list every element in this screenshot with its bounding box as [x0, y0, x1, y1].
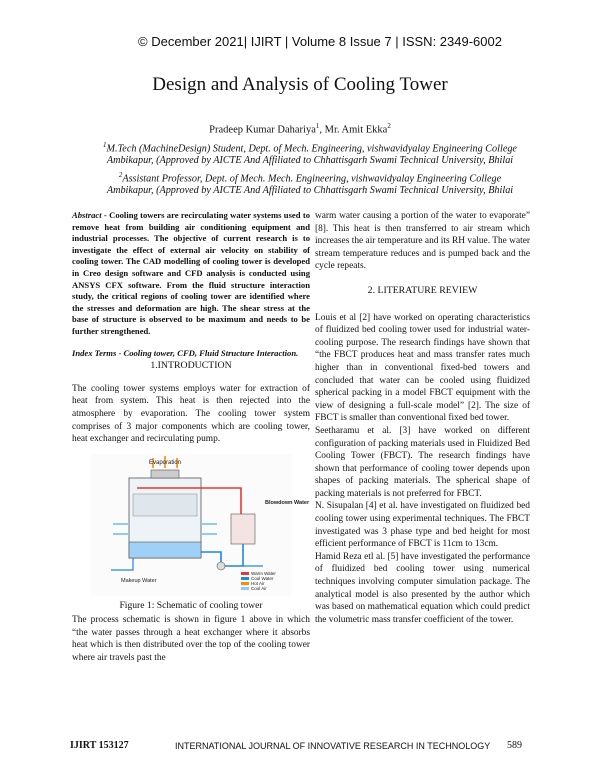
left-column: [72, 210, 310, 665]
affiliation-2-sup: 2: [118, 171, 123, 179]
footer-page-number: 589: [507, 740, 522, 751]
evaporation-label: Evaporation: [148, 459, 182, 466]
legend-swatch-coolair: [241, 587, 249, 590]
legend-swatch-cool: [241, 577, 249, 580]
cooling-tower-schematic: [91, 454, 310, 596]
author-sep: , Mr. Amit Ekka: [319, 124, 388, 136]
cool-air-inlet-left: [113, 524, 129, 534]
water-basin: [129, 542, 201, 558]
legend-swatch-hot: [241, 582, 249, 585]
makeup-line: [111, 558, 133, 570]
literature-paragraph-2: Seetharamu et al. [3] have worked on different configuration of packing materials used in Fluidized Bed Cooling Tower (FBCT). The research findings have shown that performance of cooling tower depends upon shapes of packing materials. The spherical shape of packing materials is not preferred for FBCT.: [315, 425, 530, 499]
affiliation-1-text: M.Tech (MachineDesign) Student, Dept. of Mech. Engineering, vishwavidyalay Engineering College: [106, 143, 517, 155]
fill-media: [133, 494, 197, 516]
paper-title: Design and Analysis of Cooling Tower: [152, 74, 448, 95]
right-column: [315, 210, 530, 626]
author-1-sup: 1: [315, 122, 320, 130]
journal-header: © December 2021| IJIRT | Volume 8 Issue 7 | ISSN: 2349-6002: [138, 34, 502, 49]
author-2-sup: 2: [387, 122, 391, 130]
heat-exchanger: [231, 514, 255, 544]
legend-hot: Hot Air: [251, 580, 265, 586]
cool-air-inlet-right: [201, 524, 217, 534]
affiliation-2b-text: Ambikapur, (Approved by AICTE And Affiliated to Chhattisgarh Swami Technical University, Bhilai: [106, 185, 514, 196]
index-terms: Index Terms - Cooling tower, CFD, Fluid Structure Interaction.: [72, 347, 299, 358]
intro-paragraph-2: The process schematic is shown in figure 1 above in which “the water passes through a heat exchanger where it absorbs heat which is then distributed over the top of the cooling tower where air travels past the: [72, 615, 310, 664]
legend-warm: Warm Water: [251, 570, 276, 576]
affiliation-1b-text: Ambikapur, (Approved by AICTE And Affiliated to Chhattisgarh Swami Technical University, Bhilai: [106, 155, 514, 166]
cooling-tower-figure: [91, 454, 310, 596]
makeup-label: Makeup Water: [121, 577, 157, 584]
figure-legend: [241, 571, 276, 591]
affiliation-2-text: Assistant Professor, Dept. of Mech. Mech. Engineering, vishwavidyalay Engineering College: [122, 173, 502, 185]
affiliation-1b: [60, 153, 560, 168]
legend-cool: Cool Water: [251, 575, 274, 581]
literature-paragraph-1: Louis et al [2] have worked on operating characteristics of fluidized bed cooling tower used for industrial water-cooling purpose. The research findings have shown that “the FBCT produces heat and mass transfer rates much higher than in conventional fixed-bed towers and concluded that water can be cooled using fluidized spherical packing in a model FBCT equipment with the view of designing a full-scale model” [2]. The size of FBCT is smaller than conventional fixed bed tower.: [315, 312, 530, 424]
abstract-lead: Abstract: [72, 210, 102, 220]
affiliation-1-sup: 1: [103, 141, 107, 149]
abstract-text: - Cooling towers are recirculating water systems used to remove heat from building air conditioning equipment and industrial processes. The objective of current research is to investigate the effect of external air velocity on stability of cooling tower. The CAD modelling of cooling tower is developed in Creo design software and CFD analysis is conducted using ANSYS CFX software. From the fluid structure interaction study, the critical regions of cooling tower are identified where the stresses and deformation are high. The shear stress at the base of structure is observed to be maximum and needs to be further strengthened.: [72, 210, 310, 336]
abstract: [72, 210, 310, 338]
footer-journal-name: INTERNATIONAL JOURNAL OF INNOVATIVE RESEARCH IN TECHNOLOGY: [175, 741, 491, 751]
intro-continued: warm water causing a portion of the water to evaporate” [8]. This heat is then transferred to air stream which increases the air temperature and its RH value. The water stream temperature reduces and is pumped back and the cycle repeats.: [315, 211, 530, 272]
author-1: Pradeep Kumar Dahariya: [209, 124, 316, 136]
intro-heading: 1.INTRODUCTION: [150, 360, 232, 372]
figure-caption: Figure 1: Schematic of cooling tower: [119, 599, 263, 611]
author-line: [0, 122, 600, 136]
legend-coolair: Cool Air: [251, 585, 267, 591]
affiliation-2b: [60, 183, 560, 198]
literature-paragraph-3: N. Sisupalan [4] et al. have investigated on fluidized bed cooling tower using experimental techniques. The FBCT investigated was 3 phase type and bed height for most efficient performance of FBCT is 11cm to 13cm.: [315, 501, 530, 550]
blowdown-label: Blowdown Water: [265, 499, 310, 506]
literature-heading: 2. LITERATURE REVIEW: [367, 284, 478, 296]
legend-swatch-warm: [241, 572, 249, 575]
intro-paragraph-1: The cooling tower systems employs water for extraction of heat from system. This heat is then rejected into the atmosphere by evaporation. The cooling tower system comprises of 3 major components which are cooling tower, heat exchanger and recirculating pump.: [72, 383, 310, 445]
pump-icon: [217, 562, 225, 570]
footer-paper-id: IJIRT 153127: [70, 740, 129, 751]
literature-paragraph-4: Hamid Reza etl al. [5] have investigated the performance of fluidized bed cooling tower using numerical techniques involving computer simulation package. The analytical model is also presented by the author which was based on mathematical equation which could predict the volumetric mass transfer coefficient of the tower.: [315, 551, 530, 625]
fan-icon: [151, 470, 179, 478]
